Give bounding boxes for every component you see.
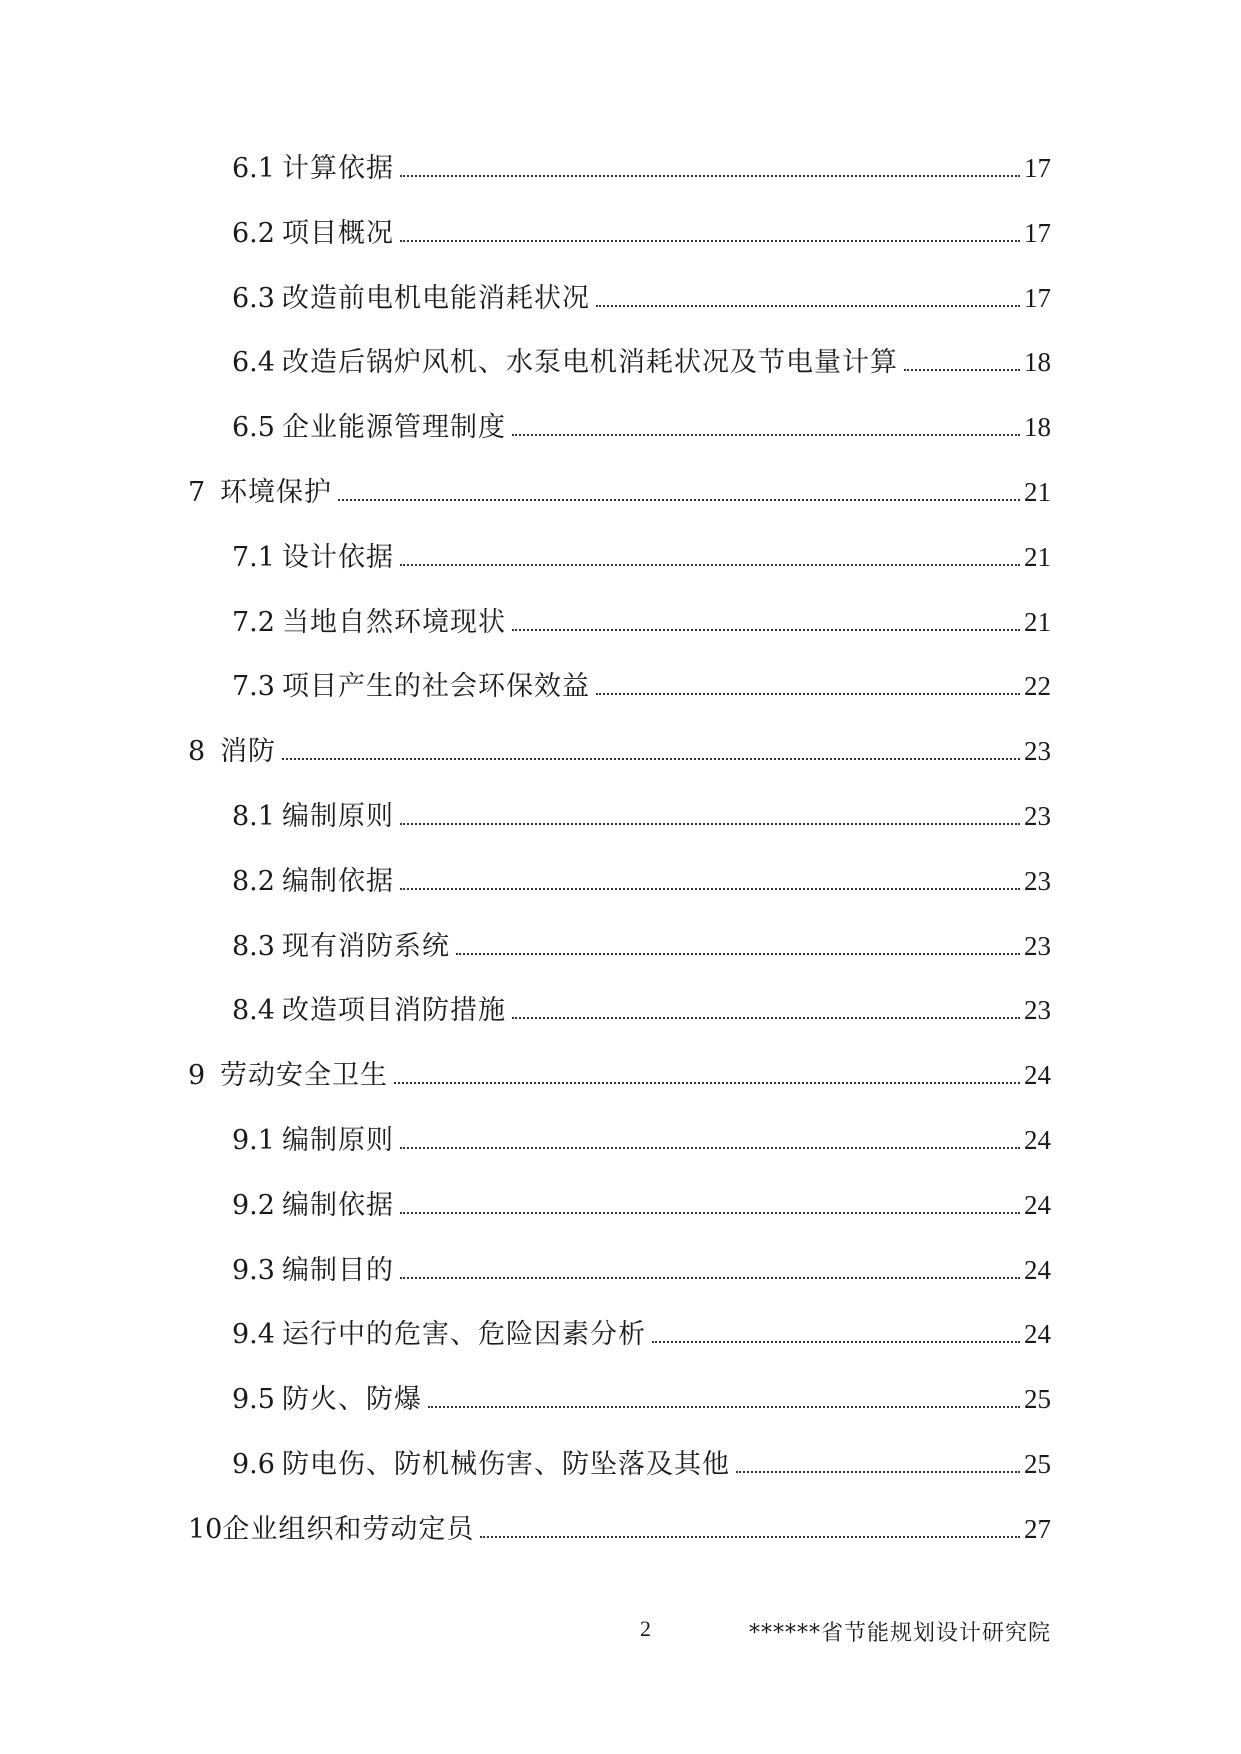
toc-entry-title: 劳动安全卫生 [220, 1060, 388, 1092]
toc-entry-number: 7.3 [232, 671, 275, 703]
toc-entry-number: 7.2 [232, 606, 275, 638]
toc-entry-number: 9.2 [232, 1189, 275, 1221]
toc-dot-leader [512, 629, 1020, 631]
toc-entry-page: 21 [1024, 541, 1051, 572]
toc-entry-number: 7 [188, 477, 206, 508]
toc-dot-leader [400, 564, 1020, 566]
toc-entry[interactable] [232, 409, 1051, 446]
toc-dot-leader [904, 369, 1020, 371]
toc-entry-number: 9.5 [232, 1384, 275, 1416]
toc-dot-leader [394, 1082, 1020, 1084]
toc-entry[interactable] [232, 1381, 1051, 1418]
toc-entry[interactable] [232, 668, 1051, 705]
toc-entry[interactable] [232, 215, 1051, 252]
toc-dot-leader [652, 1341, 1020, 1343]
toc-entry-number: 6.5 [232, 412, 275, 444]
toc-entry-title: 计算依据 [282, 153, 394, 184]
toc-entry-page: 18 [1024, 412, 1051, 443]
toc-dot-leader [400, 888, 1020, 890]
toc-entry-number: 9 [188, 1060, 206, 1092]
toc-entry-number: 8.4 [232, 995, 275, 1027]
toc-entry[interactable] [232, 1252, 1051, 1289]
toc-entry-page: 23 [1024, 801, 1051, 831]
toc-entry-page: 25 [1024, 1384, 1051, 1415]
toc-entry-page: 17 [1024, 153, 1051, 183]
toc-entry-title: 改造项目消防措施 [282, 995, 506, 1027]
toc-entry-number: 6.1 [232, 153, 275, 184]
toc-dot-leader [282, 758, 1020, 760]
toc-entry[interactable] [232, 992, 1051, 1029]
toc-entry-number: 8.3 [232, 930, 275, 962]
toc-dot-leader [512, 1017, 1020, 1019]
toc-entry[interactable] [188, 1511, 1051, 1548]
toc-entry[interactable] [188, 474, 1051, 511]
toc-entry[interactable] [232, 798, 1051, 835]
toc-dot-leader [456, 953, 1020, 955]
toc-entry[interactable] [232, 928, 1051, 965]
footer-organization: ******省节能规划设计研究院 [748, 1621, 1051, 1646]
toc-dot-leader [400, 1212, 1020, 1214]
toc-entry[interactable] [232, 1187, 1051, 1224]
toc-entry-page: 25 [1024, 1449, 1051, 1479]
toc-entry-page: 21 [1024, 606, 1051, 637]
toc-entry-title: 改造后锅炉风机、水泵电机消耗状况及节电量计算 [282, 347, 898, 379]
toc-entry-title: 编制依据 [282, 865, 394, 897]
toc-entry-title: 编制原则 [282, 801, 394, 832]
toc-entry[interactable] [232, 150, 1051, 187]
toc-entry-page: 24 [1024, 1319, 1051, 1350]
toc-dot-leader [400, 823, 1020, 825]
toc-dot-leader [338, 499, 1020, 501]
footer-page-number: 2 [640, 1616, 651, 1641]
toc-entry-number: 9.3 [232, 1254, 275, 1286]
toc-entry[interactable] [232, 1446, 1051, 1483]
toc-entry[interactable] [232, 539, 1051, 576]
toc-dot-leader [400, 1277, 1020, 1279]
toc-entry-number: 7.1 [232, 541, 275, 573]
toc-dot-leader [400, 240, 1020, 242]
toc-dot-leader [512, 434, 1020, 436]
toc-entry-title: 环境保护 [220, 477, 332, 508]
toc-entry-number: 10 [188, 1513, 223, 1545]
toc-dot-leader [400, 175, 1020, 177]
toc-entry-page: 21 [1024, 477, 1051, 507]
toc-entry-title: 改造前电机电能消耗状况 [282, 282, 590, 314]
toc-entry-number: 9.4 [232, 1319, 275, 1351]
toc-entry-title: 编制目的 [282, 1254, 394, 1286]
toc-entry-page: 24 [1024, 1060, 1051, 1091]
toc-entry[interactable] [232, 1122, 1051, 1159]
toc-entry-title: 编制依据 [282, 1189, 394, 1221]
toc-entry-page: 23 [1024, 995, 1051, 1026]
toc-entry-number: 8.1 [232, 801, 275, 832]
toc-entry-page: 27 [1024, 1513, 1051, 1544]
toc-entry-page: 23 [1024, 930, 1051, 961]
toc-entry[interactable] [232, 1316, 1051, 1353]
toc-dot-leader [480, 1536, 1020, 1538]
toc-entry-page: 23 [1024, 736, 1051, 767]
toc-entry[interactable] [232, 604, 1051, 641]
toc-entry-title: 防电伤、防机械伤害、防坠落及其他 [282, 1449, 730, 1480]
toc-entry[interactable] [232, 344, 1051, 381]
toc-entry-title: 编制原则 [282, 1125, 394, 1156]
toc-entry-title: 现有消防系统 [282, 930, 450, 962]
toc-dot-leader [400, 1147, 1020, 1149]
toc-entry-number: 8 [188, 736, 206, 768]
toc-entry-number: 9.1 [232, 1125, 275, 1156]
toc-entry-page: 17 [1024, 282, 1051, 313]
toc-entry[interactable] [232, 280, 1051, 317]
toc-entry-page: 24 [1024, 1254, 1051, 1285]
toc-entry-number: 8.2 [232, 865, 275, 897]
toc-entry-page: 18 [1024, 347, 1051, 378]
toc-entry-title: 运行中的危害、危险因素分析 [282, 1319, 646, 1351]
toc-entry-number: 6.3 [232, 282, 275, 314]
toc-dot-leader [428, 1406, 1020, 1408]
toc-entry[interactable] [188, 1057, 1051, 1094]
toc-entry-title: 企业组织和劳动定员 [222, 1513, 475, 1545]
toc-entry-title: 企业能源管理制度 [282, 412, 506, 444]
toc-entry-number: 9.6 [232, 1449, 275, 1480]
toc-entry-title: 防火、防爆 [282, 1384, 422, 1416]
toc-entry-number: 6.2 [232, 217, 275, 249]
toc-dot-leader [596, 693, 1020, 695]
toc-entry-page: 23 [1024, 865, 1051, 896]
toc-entry-title: 消防 [220, 736, 276, 768]
toc-entry[interactable] [188, 733, 1051, 770]
toc-entry-page: 24 [1024, 1189, 1051, 1220]
toc-entry-title: 设计依据 [282, 541, 394, 573]
toc-entry-number: 6.4 [232, 347, 275, 379]
toc-dot-leader [596, 305, 1020, 307]
toc-entry-page: 22 [1024, 671, 1051, 702]
toc-entry[interactable] [232, 863, 1051, 900]
toc-entry-title: 项目产生的社会环保效益 [282, 671, 590, 703]
toc-entry-title: 当地自然环境现状 [282, 606, 506, 638]
toc-dot-leader [736, 1471, 1020, 1473]
toc-entry-page: 17 [1024, 217, 1051, 248]
toc-entry-page: 24 [1024, 1125, 1051, 1155]
toc-entry-title: 项目概况 [282, 217, 394, 249]
